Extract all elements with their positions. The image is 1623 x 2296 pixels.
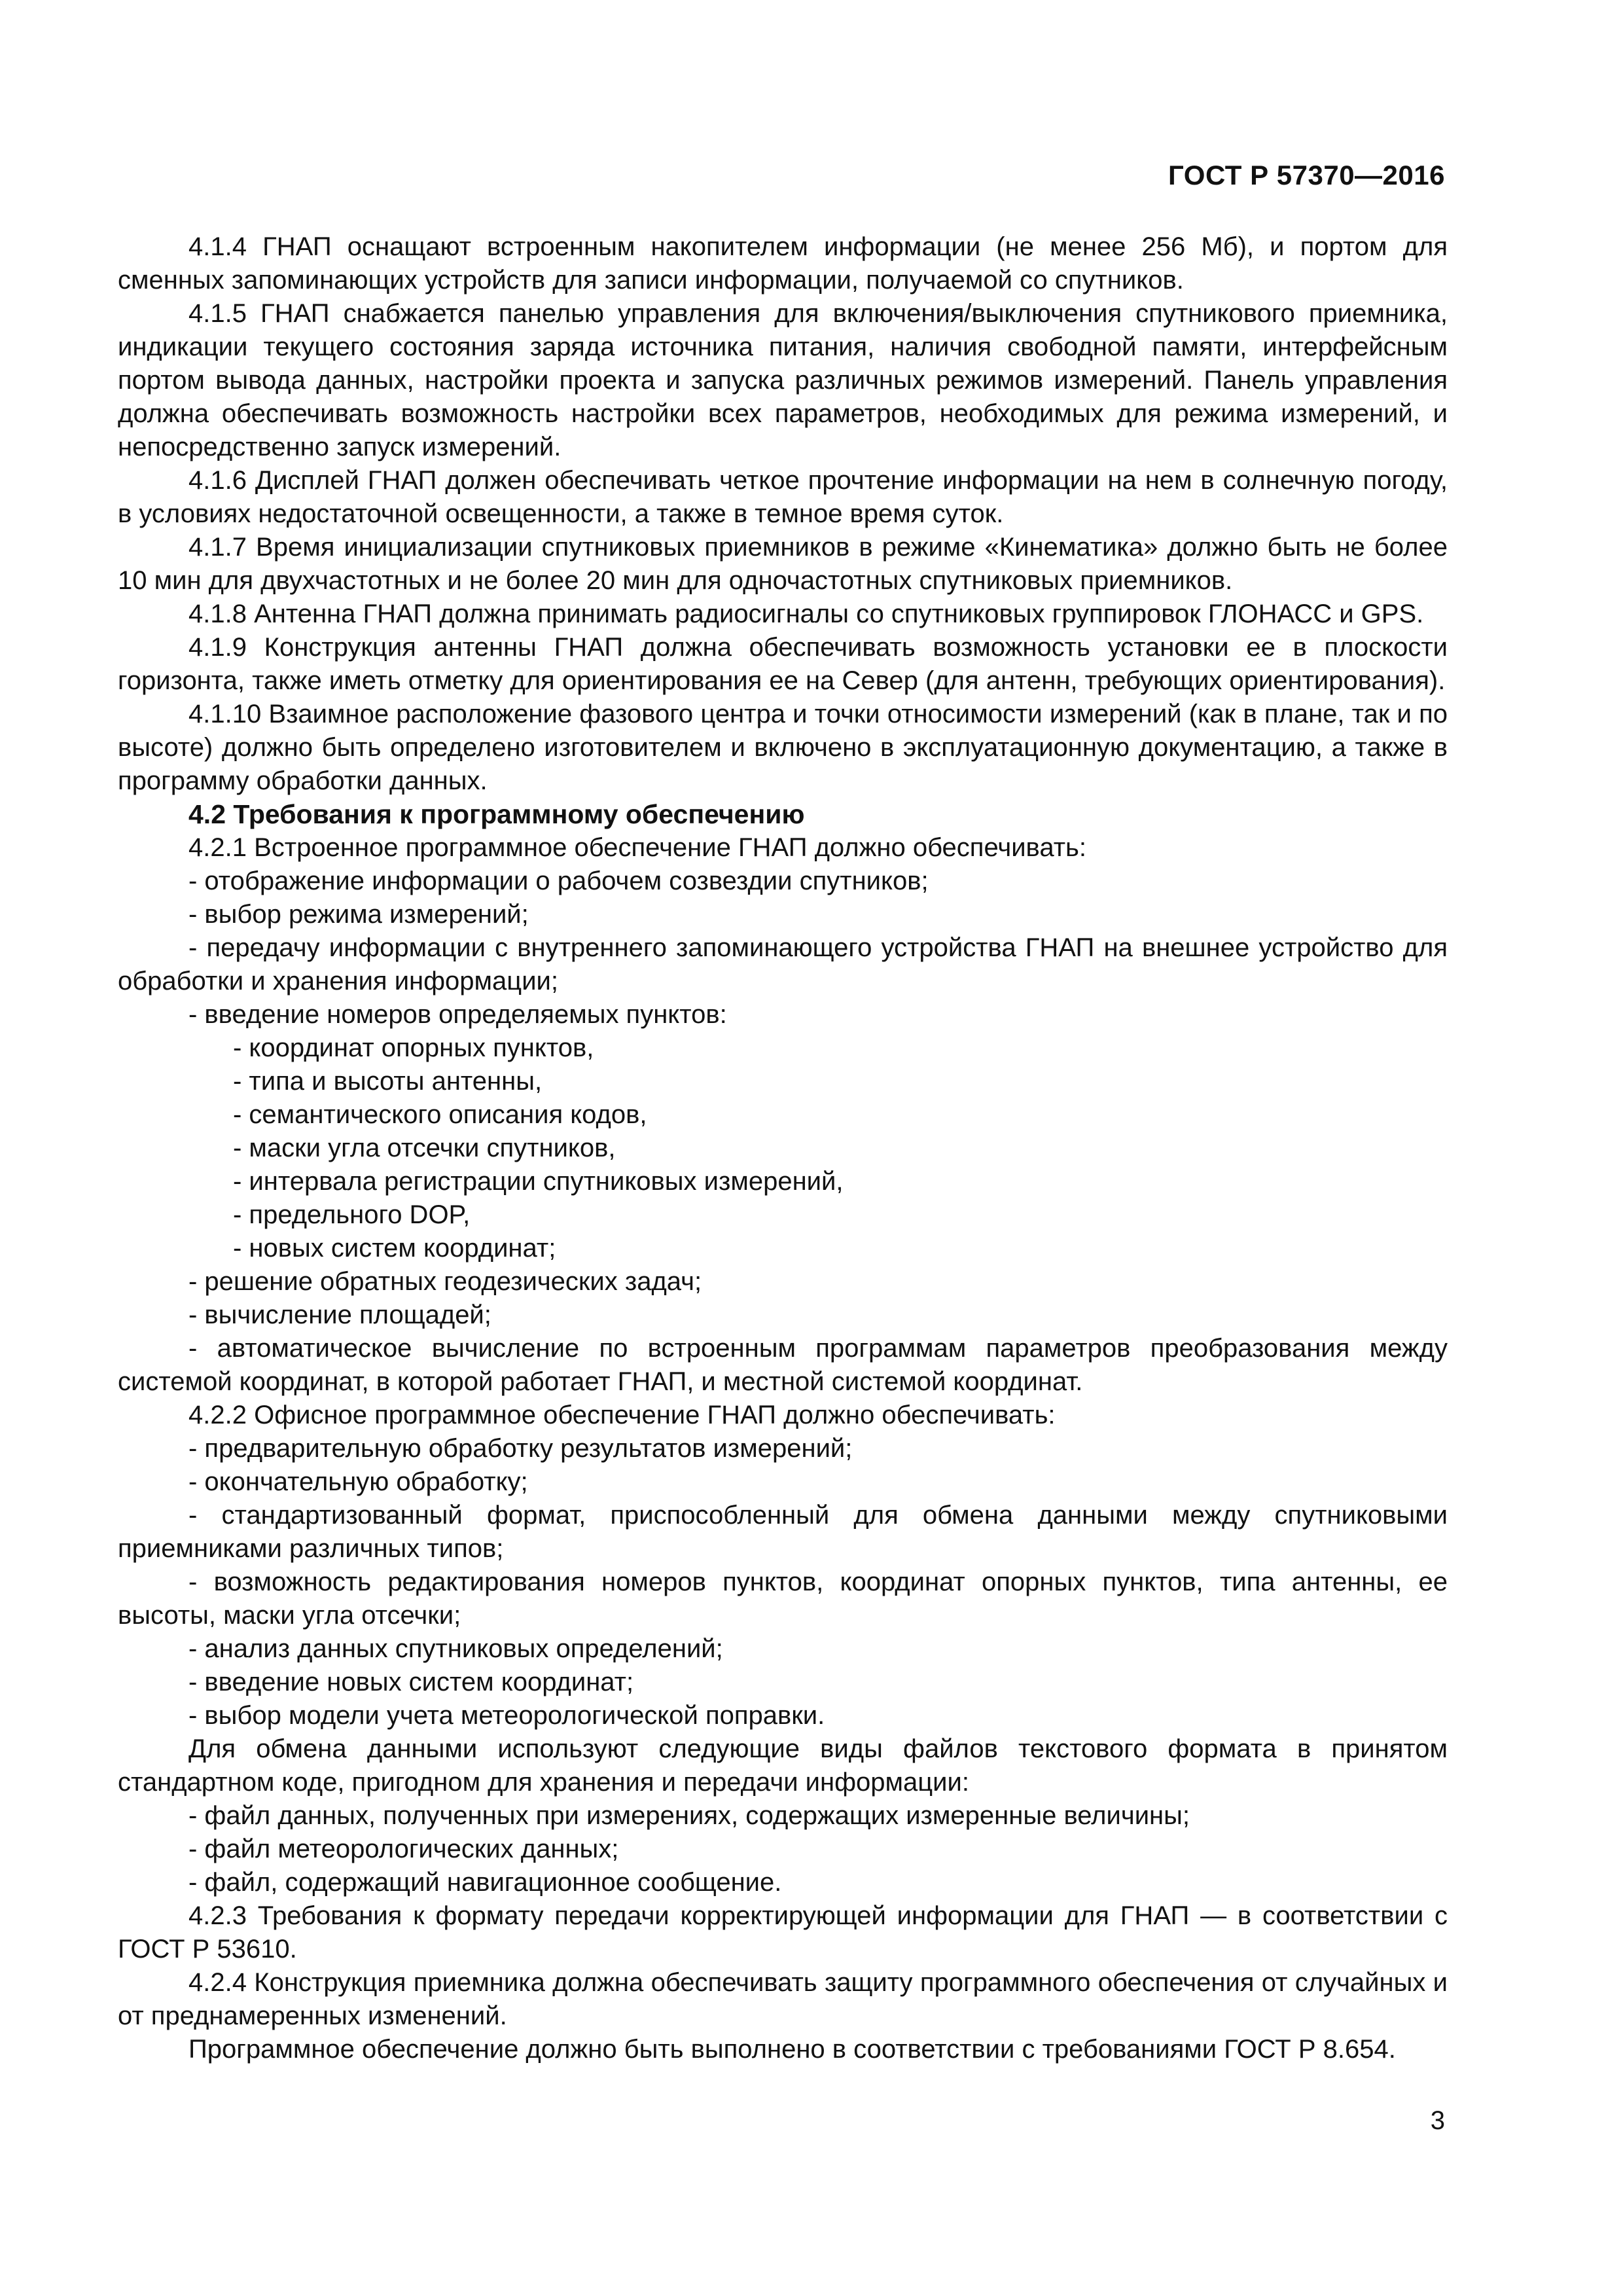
paragraph-4-1-8: 4.1.8 Антенна ГНАП должна принимать радиосигналы со спутниковых группировок ГЛОНАСС и GPS. bbox=[188, 600, 1424, 628]
paragraph-4-2-4: 4.2.4 Конструкция приемника должна обеспечивать защиту программного обеспечения от случайных и от преднамеренных изменений. bbox=[118, 1968, 1448, 2030]
list-item: - введение новых систем координат; bbox=[188, 1668, 634, 1696]
sub-list-item: - новых систем координат; bbox=[233, 1234, 556, 1263]
list-item: - анализ данных спутниковых определений; bbox=[188, 1634, 723, 1663]
paragraph-4-2-2: 4.2.2 Офисное программное обеспечение ГНАП должно обеспечивать: bbox=[188, 1401, 1056, 1429]
list-item: - файл метеорологических данных; bbox=[188, 1835, 619, 1863]
paragraph-4-1-6: 4.1.6 Дисплей ГНАП должен обеспечивать четкое прочтение информации на нем в солнечную погоду, в условиях недостаточной освещенности, а также в темное время суток. bbox=[118, 466, 1448, 528]
list-item: - решение обратных геодезических задач; bbox=[188, 1267, 702, 1296]
page-number: 3 bbox=[1430, 2106, 1445, 2135]
sub-list-item: - предельного DOP, bbox=[233, 1200, 471, 1229]
document-body bbox=[118, 230, 1448, 2066]
section-heading-4-2: 4.2 Требования к программному обеспечению bbox=[188, 799, 805, 829]
sub-list-item: - типа и высоты антенны, bbox=[233, 1067, 543, 1096]
paragraph-4-1-9: 4.1.9 Конструкция антенны ГНАП должна обеспечивать возможность установки ее в плоскости горизонта, также иметь отметку для ориентирования ее на Север (для антенн, требующих ориентирования). bbox=[118, 633, 1448, 695]
sub-list-item: - семантического описания кодов, bbox=[233, 1100, 647, 1129]
list-item: - файл, содержащий навигационное сообщение. bbox=[188, 1868, 782, 1897]
sub-list-item: - координат опорных пунктов, bbox=[233, 1033, 594, 1062]
list-item: - выбор модели учета метеорологической поправки. bbox=[188, 1701, 825, 1730]
list-item: - передачу информации с внутреннего запоминающего устройства ГНАП на внешнее устройство для обработки и хранения информации; bbox=[118, 933, 1448, 996]
list-item: - автоматическое вычисление по встроенным программам параметров преобразования между системой координат, в которой работает ГНАП, и местной системой координат. bbox=[118, 1334, 1448, 1396]
list-item: - файл данных, полученных при измерениях, содержащих измеренные величины; bbox=[188, 1801, 1190, 1830]
list-item: - окончательную обработку; bbox=[188, 1467, 528, 1496]
list-item: - выбор режима измерений; bbox=[188, 900, 529, 929]
list-item: - возможность редактирования номеров пунктов, координат опорных пунктов, типа антенны, ее высоты, маски угла отсечки; bbox=[118, 1568, 1448, 1630]
list-item: - вычисление площадей; bbox=[188, 1300, 491, 1329]
paragraph-4-2-3: 4.2.3 Требования к формату передачи корректирующей информации для ГНАП — в соответствии с ГОСТ Р 53610. bbox=[118, 1901, 1448, 1964]
sub-list-item: - маски угла отсечки спутников, bbox=[233, 1134, 616, 1162]
list-item: - предварительную обработку результатов измерений; bbox=[188, 1434, 853, 1463]
list-item: - стандартизованный формат, приспособленный для обмена данными между спутниковыми приемниками различных типов; bbox=[118, 1501, 1448, 1563]
paragraph-4-2-1: 4.2.1 Встроенное программное обеспечение ГНАП должно обеспечивать: bbox=[188, 833, 1086, 862]
paragraph-file-types: Для обмена данными используют следующие виды файлов текстового формата в принятом стандартном коде, пригодном для хранения и передачи информации: bbox=[118, 1734, 1448, 1797]
list-item: - отображение информации о рабочем созвездии спутников; bbox=[188, 867, 929, 895]
paragraph-4-1-10: 4.1.10 Взаимное расположение фазового центра и точки относимости измерений (как в плане, так и по высоте) должно быть определено изготовителем и включено в эксплуатационную документацию, а также в программу обработки данных. bbox=[118, 700, 1448, 795]
list-item: - введение номеров определяемых пунктов: bbox=[188, 1000, 727, 1029]
sub-list-item: - интервала регистрации спутниковых измерений, bbox=[233, 1167, 844, 1196]
document-header: ГОСТ Р 57370—2016 bbox=[1168, 160, 1445, 190]
paragraph-4-1-4: 4.1.4 ГНАП оснащают встроенным накопителем информации (не менее 256 Мб), и портом для сменных запоминающих устройств для записи информации, получаемой со спутников. bbox=[118, 232, 1448, 295]
paragraph-software-requirements: Программное обеспечение должно быть выполнено в соответствии с требованиями ГОСТ Р 8.654. bbox=[188, 2035, 1396, 2064]
paragraph-4-1-5: 4.1.5 ГНАП снабжается панелью управления для включения/выключения спутникового приемника, индикации текущего состояния заряда источника питания, наличия свободной памяти, интерфейсным портом вывода данных, настройки проекта и запуска различных режимов измерений. Панель управления должна обеспечивать возможность настройки всех параметров, необходимых для режима измерений, и непосредственно запуск измерений. bbox=[118, 299, 1448, 461]
paragraph-4-1-7: 4.1.7 Время инициализации спутниковых приемников в режиме «Кинематика» должно быть не более 10 мин для двухчастотных и не более 20 мин для одночастотных спутниковых приемников. bbox=[118, 533, 1448, 595]
